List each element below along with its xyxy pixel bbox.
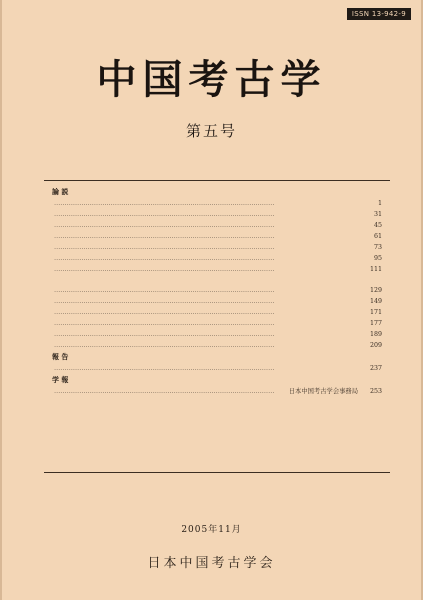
toc-leader-dots [54,309,352,317]
toc-leader-dots [54,255,352,263]
toc-leader-dots [54,244,352,252]
publisher-name: 日本中国考古学会 [147,556,276,571]
toc-entry-page: 61 [373,233,382,240]
toc-leader-dots [54,388,283,396]
toc-entry-page: 171 [369,309,382,316]
toc-section-heading: 報 告 [52,353,69,361]
toc-entry-page: 31 [373,211,382,218]
toc-entry [52,320,382,328]
toc-entry-page: 177 [369,320,382,327]
toc-section-gap [52,277,382,287]
issn-label: ISSN 13-942-9 [347,8,411,20]
toc-leader-dots [54,266,352,274]
toc-leader-dots [54,200,352,208]
toc-entry [52,222,382,230]
toc-entry [52,244,382,252]
publication-date: 2005年11月 [181,525,242,535]
toc-leader-dots [54,211,352,219]
toc-entry [52,298,382,306]
issue-number: 第五号 [185,122,237,140]
toc-leader-dots [54,287,352,295]
toc-leader-dots [54,222,352,230]
table-of-contents [44,180,390,473]
toc-entry [52,309,382,317]
toc-entry [52,266,382,274]
toc-entry-page: 149 [369,298,382,305]
toc-section-heading: 論 説 [52,188,69,196]
toc-section-heading: 学 報 [52,376,69,384]
toc-leader-dots [54,342,352,350]
toc-entry-page: 189 [369,331,382,338]
toc-entry [52,200,382,208]
toc-leader-dots [54,331,352,339]
toc-entry [52,388,382,396]
toc-entry-page: 45 [373,222,382,229]
toc-entry-page: 95 [373,255,382,262]
toc-list [52,188,382,396]
toc-entry-page: 73 [373,244,382,251]
toc-entry-author: 日本中国考古学会事務局 [288,388,358,395]
toc-entry-page: 253 [369,388,382,395]
toc-entry [52,331,382,339]
toc-entry-page: 237 [369,365,382,372]
toc-entry-page: 1 [377,200,382,207]
toc-entry-page: 209 [369,342,382,349]
toc-entry [52,233,382,241]
toc-entry [52,342,382,350]
toc-entry-page: 111 [369,266,382,273]
toc-leader-dots [54,365,352,373]
toc-leader-dots [54,320,352,328]
toc-entry [52,287,382,295]
toc-entry-page: 129 [369,287,382,294]
toc-entry [52,255,382,263]
journal-title: 中国考古学 [96,57,327,103]
toc-leader-dots [54,298,352,306]
toc-leader-dots [54,233,352,241]
toc-entry [52,211,382,219]
toc-entry [52,365,382,373]
